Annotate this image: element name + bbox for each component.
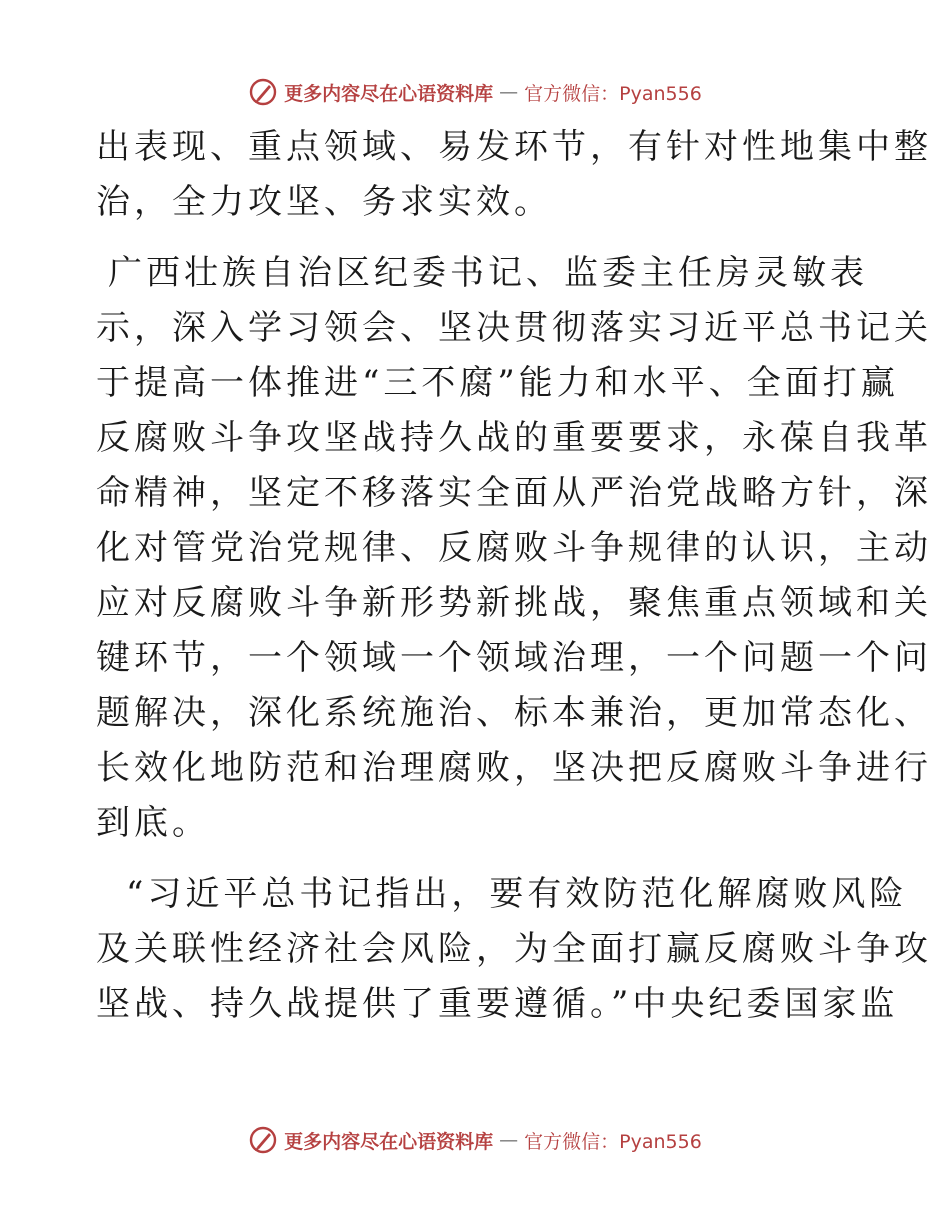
text-line: “习近平总书记指出，要有效防范化解腐败风险 — [126, 874, 908, 914]
text-line: 化对管党治党规律、反腐败斗争规律的认识，主动 — [96, 528, 932, 568]
watermark-wechat: 官方微信：Pyan556 — [524, 82, 702, 105]
text-line: 题解决，深化系统施治、标本兼治，更加常态化、 — [96, 693, 932, 733]
watermark-brand: 更多内容尽在心语资料库 — [284, 1130, 494, 1153]
document-body — [96, 120, 932, 1048]
text-line: 长效化地防范和治理腐败，坚决把反腐败斗争进行 — [96, 748, 932, 788]
watermark-separator: — — [499, 81, 519, 103]
text-line: 反腐败斗争攻坚战持久战的重要要求，永葆自我革 — [96, 418, 932, 458]
paragraph-1 — [96, 120, 932, 230]
pen-logo-icon — [248, 77, 278, 107]
text-line: 到底。 — [96, 803, 210, 843]
text-line: 于提高一体推进“三不腐”能力和水平、全面打赢 — [96, 363, 899, 403]
header-watermark — [0, 72, 950, 112]
footer-watermark — [0, 1120, 950, 1160]
text-line: 应对反腐败斗争新形势新挑战，聚焦重点领域和关 — [96, 583, 932, 623]
text-line: 出表现、重点领域、易发环节，有针对性地集中整 — [96, 127, 932, 167]
paragraph-2 — [96, 246, 932, 851]
text-line: 坚战、持久战提供了重要遵循。”中央纪委国家监 — [96, 984, 899, 1024]
text-line: 治，全力攻坚、务求实效。 — [96, 182, 552, 222]
pen-logo-icon — [248, 1125, 278, 1155]
watermark-separator: — — [499, 1129, 519, 1151]
text-line: 命精神，坚定不移落实全面从严治党战略方针，深 — [96, 473, 932, 513]
text-line: 广西壮族自治区纪委书记、监委主任房灵敏表 — [108, 253, 868, 293]
watermark-wechat: 官方微信：Pyan556 — [524, 1130, 702, 1153]
text-line: 键环节，一个领域一个领域治理，一个问题一个问 — [96, 638, 932, 678]
text-line: 示，深入学习领会、坚决贯彻落实习近平总书记关 — [96, 308, 932, 348]
paragraph-3 — [96, 867, 932, 1032]
watermark-brand: 更多内容尽在心语资料库 — [284, 82, 494, 105]
text-line: 及关联性经济社会风险，为全面打赢反腐败斗争攻 — [96, 929, 932, 969]
